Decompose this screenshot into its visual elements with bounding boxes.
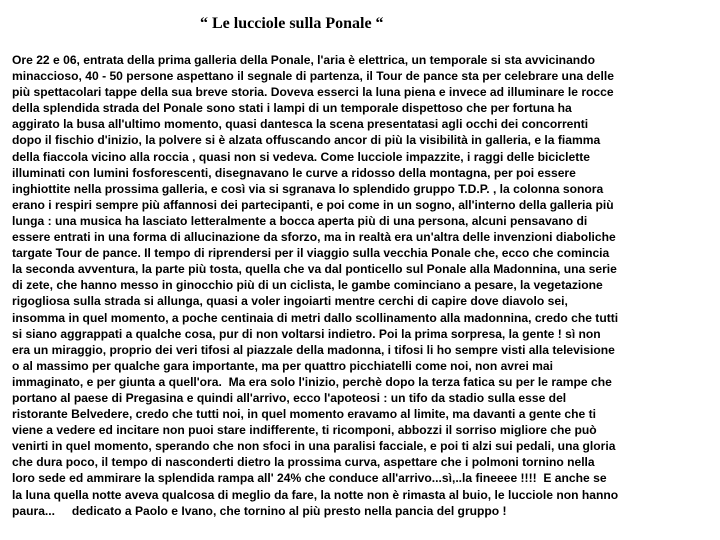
- paragraph-line: portano al paese di Pregasina e quindi all'arrivo, ecco l'apoteosi : un tifo da stadio sulla esse del: [12, 390, 567, 405]
- paragraph-line: viene a vedere ed incitare non puoi stare indifferente, ti ricomponi, abbozzi il sorriso migliore che può: [12, 423, 597, 438]
- paragraph-line: targate Tour de pance. Il tempo di riprendersi per il viaggio sulla vecchia Ponale che, ecco che comincia: [12, 246, 610, 261]
- paragraph-line: la luna quella notte aveva qualcosa di meglio da fare, la notte non è rimasta al buio, le lucciole non hanno: [12, 487, 619, 502]
- paragraph-line: insomma in quel momento, a poche centinaia di metri dallo scollinamento alla madonnina, credo che tutti: [12, 310, 619, 325]
- paragraph-line: paura... dedicato a Paolo e Ivano, che tornino al più presto nella pancia del gruppo !: [12, 503, 507, 518]
- paragraph-line: rigogliosa sulla strada si allunga, quasi a voler ingoiarti mentre cerchi di capire dove diavolo sei,: [12, 294, 568, 309]
- paragraph-line: ristorante Belvedere, credo che tutti noi, in quel momento eravamo al limite, ma davanti a gente che ti: [12, 407, 597, 422]
- paragraph-line: illuminati con lumini fosforescenti, disegnavano le curve a ridosso della montagna, per poi essere: [12, 165, 576, 180]
- paragraph-line: aggirato la busa all'ultimo momento, quasi dantesca la scena presentatasi agli occhi dei concorrenti: [12, 117, 589, 132]
- document-title: “ Le lucciole sulla Ponale “: [200, 15, 384, 32]
- paragraph-line: venirti in quel momento, sperando che non sfoci in una paralisi facciale, e poi ti alzi sui pedali, una gloria: [12, 439, 616, 454]
- paragraph-line: o al massimo per qualche gara importante, ma per quattro picchiatelli come noi, non avrei mai: [12, 358, 554, 373]
- paragraph-line: Ore 22 e 06, entrata della prima galleria della Ponale, l'aria è elettrica, un temporale si sta avvicinando: [12, 53, 595, 67]
- paragraph-line: loro sede ed ammirare la splendida rampa all' 24% che conduce all'arrivo...sì,..la fineeee !!!! E anche se: [12, 471, 607, 486]
- article-body: [12, 52, 716, 519]
- paragraph-line: che dura poco, il tempo di nasconderti dietro la prossima curva, aspettare che i polmoni tornino nella: [12, 455, 595, 470]
- paragraph-line: di zete, che hanno messo in ginocchio più di un ciclista, le gambe cominciano a pesare, la vegetazione: [12, 278, 603, 293]
- paragraph-line: erano i respiri sempre più affannosi dei partecipanti, e poi come in un sogno, all'interno della galleria più: [12, 197, 614, 212]
- paragraph-line: più spettacolari tappe della sua breve storia. Doveva esserci la luna piena e invece ad illuminare le rocce: [12, 85, 614, 100]
- paragraph-line: era un miraggio, proprio dei veri tifosi al piazzale della madonna, i tifosi li ho sempre visti alla televisione: [12, 342, 615, 357]
- paragraph-line: lunga : una musica ha lasciato letteralmente a bocca aperta più di una persona, alcuni pensavano di: [12, 213, 588, 228]
- paragraph-line: dopo il fischio d'inizio, la polvere si è alzata offuscando ancor di più la visibilità in galleria, e la fiamma: [12, 133, 601, 148]
- paragraph-line: essere entrati in una forma di allucinazione da sforzo, ma in realtà era un'altra delle invenzioni diaboliche: [12, 230, 616, 245]
- paragraph-line: della splendida strada del Ponale sono stati i lampi di un temporale dispettoso che per fortuna ha: [12, 101, 572, 116]
- paragraph-line: inghiottite nella prossima galleria, e così via si sgranava lo splendido gruppo T.D.P. , la colonna sonora: [12, 181, 604, 196]
- paragraph-line: immaginato, e per giunta a quell'ora. Ma era solo l'inizio, perchè dopo la terza fatica su per le rampe che: [12, 374, 612, 389]
- paragraph-line: la seconda avventura, la parte più tosta, quella che va dal ponticello sul Ponale alla Madonnina, una serie: [12, 262, 617, 277]
- paragraph-line: della fiaccola vicino alla roccia , quasi non si vedeva. Come lucciole impazzite, i raggi delle biciclette: [12, 149, 591, 164]
- paragraph-line: si siano aggrappati a qualche cosa, pur di non voltarsi indietro. Poi la prima sorpresa, la gente ! sì non: [12, 326, 601, 341]
- paragraph-line: minaccioso, 40 - 50 persone aspettano il segnale di partenza, il Tour de pance sta per celebrare una delle: [12, 69, 614, 84]
